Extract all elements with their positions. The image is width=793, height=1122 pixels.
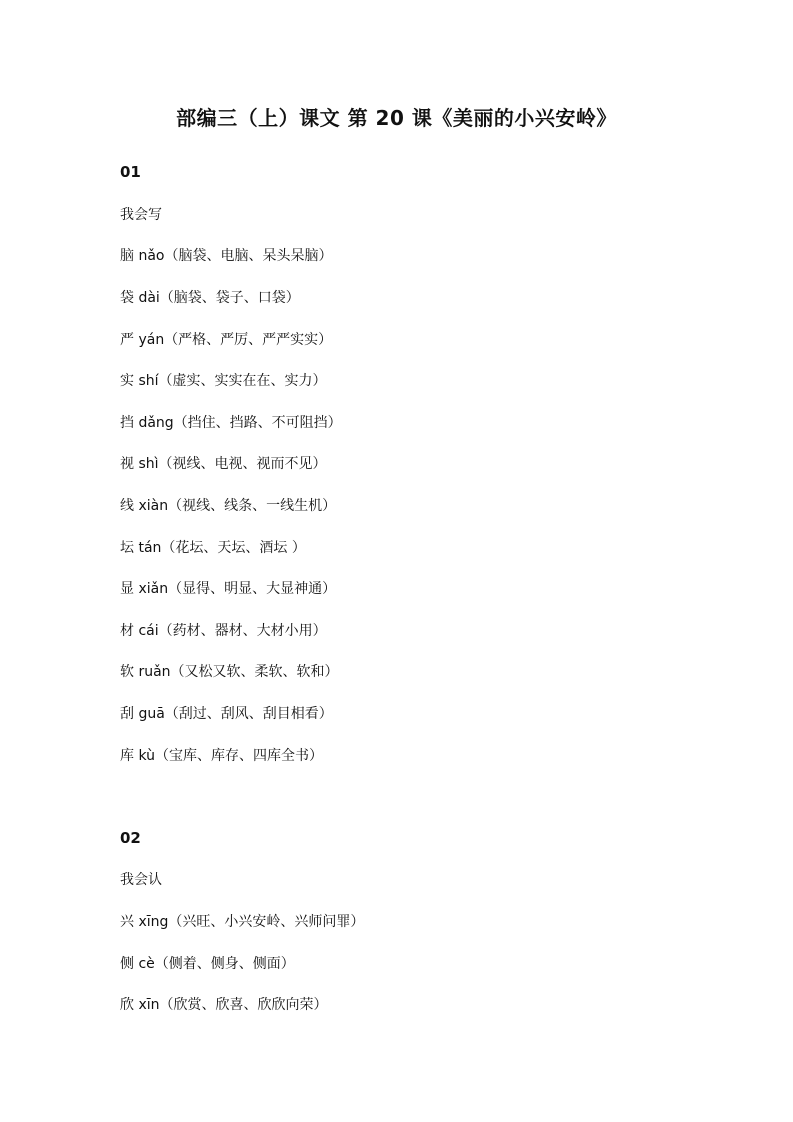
vocab-entry: 线 xiàn（视线、线条、一线生机）	[120, 498, 337, 514]
vocab-entry: 兴 xīng（兴旺、小兴安岭、兴师问罪）	[120, 914, 365, 930]
vocab-entry: 软 ruǎn（又松又软、柔软、软和）	[120, 664, 339, 680]
vocab-entry: 脑 nǎo（脑袋、电脑、呆头呆脑）	[120, 248, 333, 264]
section-number: 01	[120, 163, 141, 181]
vocab-entry: 实 shí（虚实、实实在在、实力）	[120, 373, 327, 389]
section-number: 02	[120, 829, 141, 847]
vocab-entry: 袋 dài（脑袋、袋子、口袋）	[120, 290, 300, 306]
vocab-entry: 侧 cè（侧着、侧身、侧面）	[120, 956, 295, 972]
vocab-entry: 刮 guā（刮过、刮风、刮目相看）	[120, 706, 333, 722]
vocab-entry: 视 shì（视线、电视、视而不见）	[120, 456, 327, 472]
vocab-entry: 欣 xīn（欣赏、欣喜、欣欣向荣）	[120, 997, 328, 1013]
vocab-entry: 库 kù（宝库、库存、四库全书）	[120, 748, 323, 764]
section-heading: 我会认	[120, 872, 162, 888]
vocab-entry: 严 yán（严格、严厉、严严实实）	[120, 332, 333, 348]
vocab-entry: 坛 tán（花坛、天坛、酒坛 ）	[120, 540, 306, 556]
vocab-entry: 挡 dǎng（挡住、挡路、不可阻挡）	[120, 415, 342, 431]
page-title: 部编三（上）课文 第 20 课《美丽的小兴安岭》	[176, 106, 617, 130]
section-heading: 我会写	[120, 207, 162, 223]
vocab-entry: 材 cái（药材、器材、大材小用）	[120, 623, 327, 639]
vocab-entry: 显 xiǎn（显得、明显、大显神通）	[120, 581, 337, 597]
